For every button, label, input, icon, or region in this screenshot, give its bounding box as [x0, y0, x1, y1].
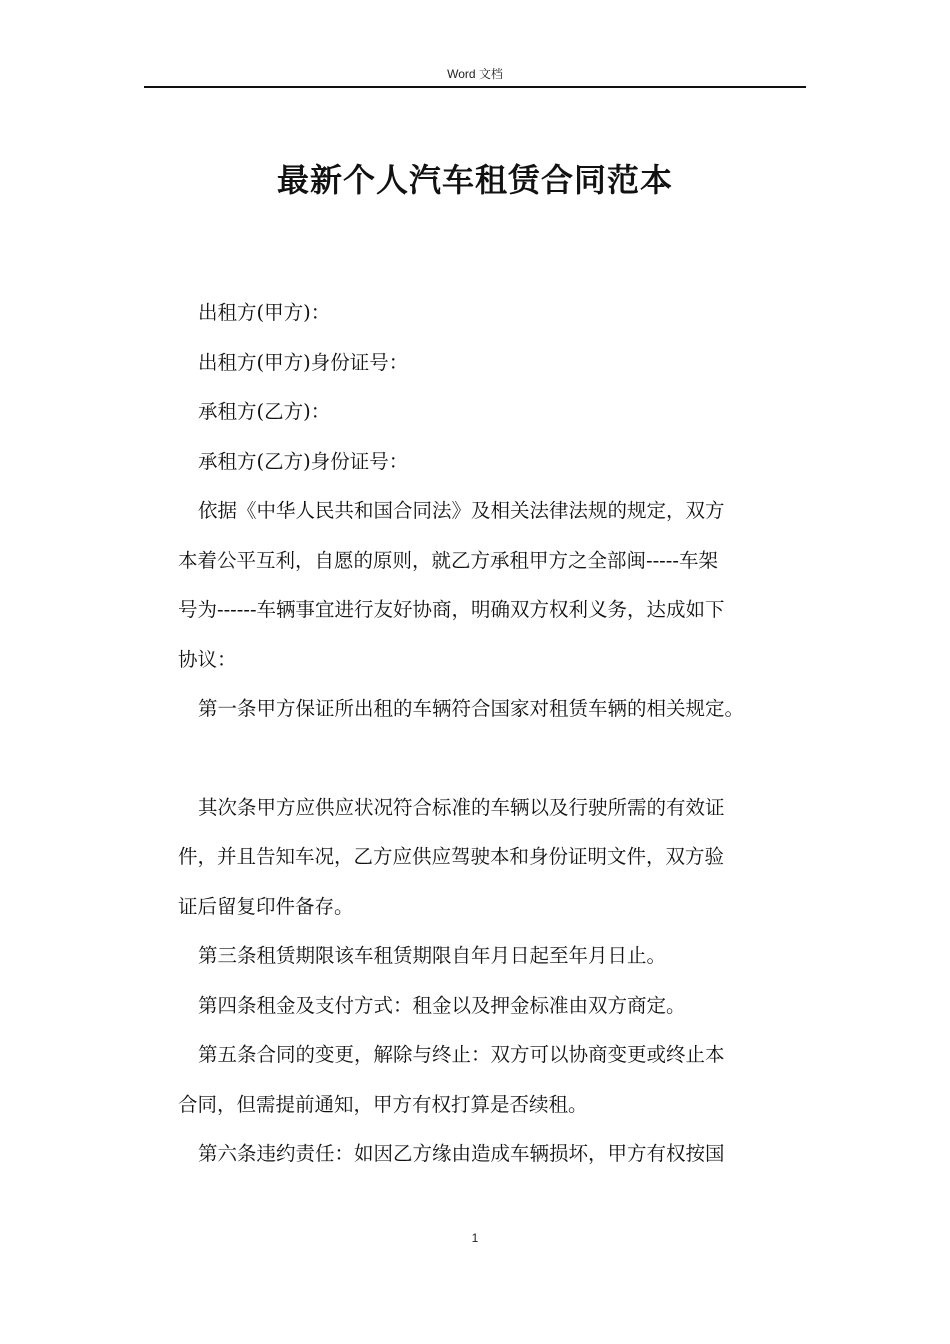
article-2-line-1: 其次条甲方应供应状况符合标准的车辆以及行驶所需的有效证 — [198, 795, 725, 819]
document-title: 最新个人汽车租赁合同范本 — [276, 161, 673, 199]
lessee-id-line: 承租方(乙方)身份证号： — [198, 449, 409, 473]
article-2-line-2: 件，并且告知车况，乙方应供应驾驶本和身份证明文件，双方验 — [178, 845, 725, 868]
lessor-name-line: 出租方(甲方)： — [198, 301, 331, 324]
preamble-line-3: 号为------车辆事宜进行友好协商，明确双方权利义务，达成如下 — [178, 598, 725, 621]
lessee-name-line: 承租方(乙方)： — [198, 400, 331, 423]
preamble-line-1: 依据《中华人民共和国合同法》及相关法律法规的规定，双方 — [198, 499, 725, 522]
article-5-line-1: 第五条合同的变更，解除与终止：双方可以协商变更或终止本 — [198, 1043, 725, 1066]
preamble-line-4: 协议： — [178, 647, 237, 671]
lessor-id-line: 出租方(甲方)身份证号： — [198, 350, 409, 374]
page-number: 1 — [471, 1231, 479, 1245]
article-3-line-1: 第三条租赁期限该车租赁期限自年月日起至年月日止。 — [198, 944, 667, 967]
blank-line — [178, 734, 810, 783]
article-6-line-1: 第六条违约责任：如因乙方缘由造成车辆损坏，甲方有权按国 — [198, 1142, 725, 1165]
article-4-line-1: 第四条租金及支付方式：租金以及押金标准由双方商定。 — [198, 993, 686, 1017]
article-1-line-1: 第一条甲方保证所出租的车辆符合国家对租赁车辆的相关规定。 — [198, 697, 745, 720]
article-2-line-3: 证后留复印件备存。 — [178, 894, 354, 918]
preamble-line-2: 本着公平互利，自愿的原则，就乙方承租甲方之全部闽-----车架 — [178, 548, 718, 572]
contract-body — [178, 288, 810, 1179]
article-5-line-2: 合同，但需提前通知，甲方有权打算是否续租。 — [178, 1092, 588, 1116]
page-header: Word 文档 — [447, 67, 503, 81]
header-divider — [144, 86, 806, 88]
